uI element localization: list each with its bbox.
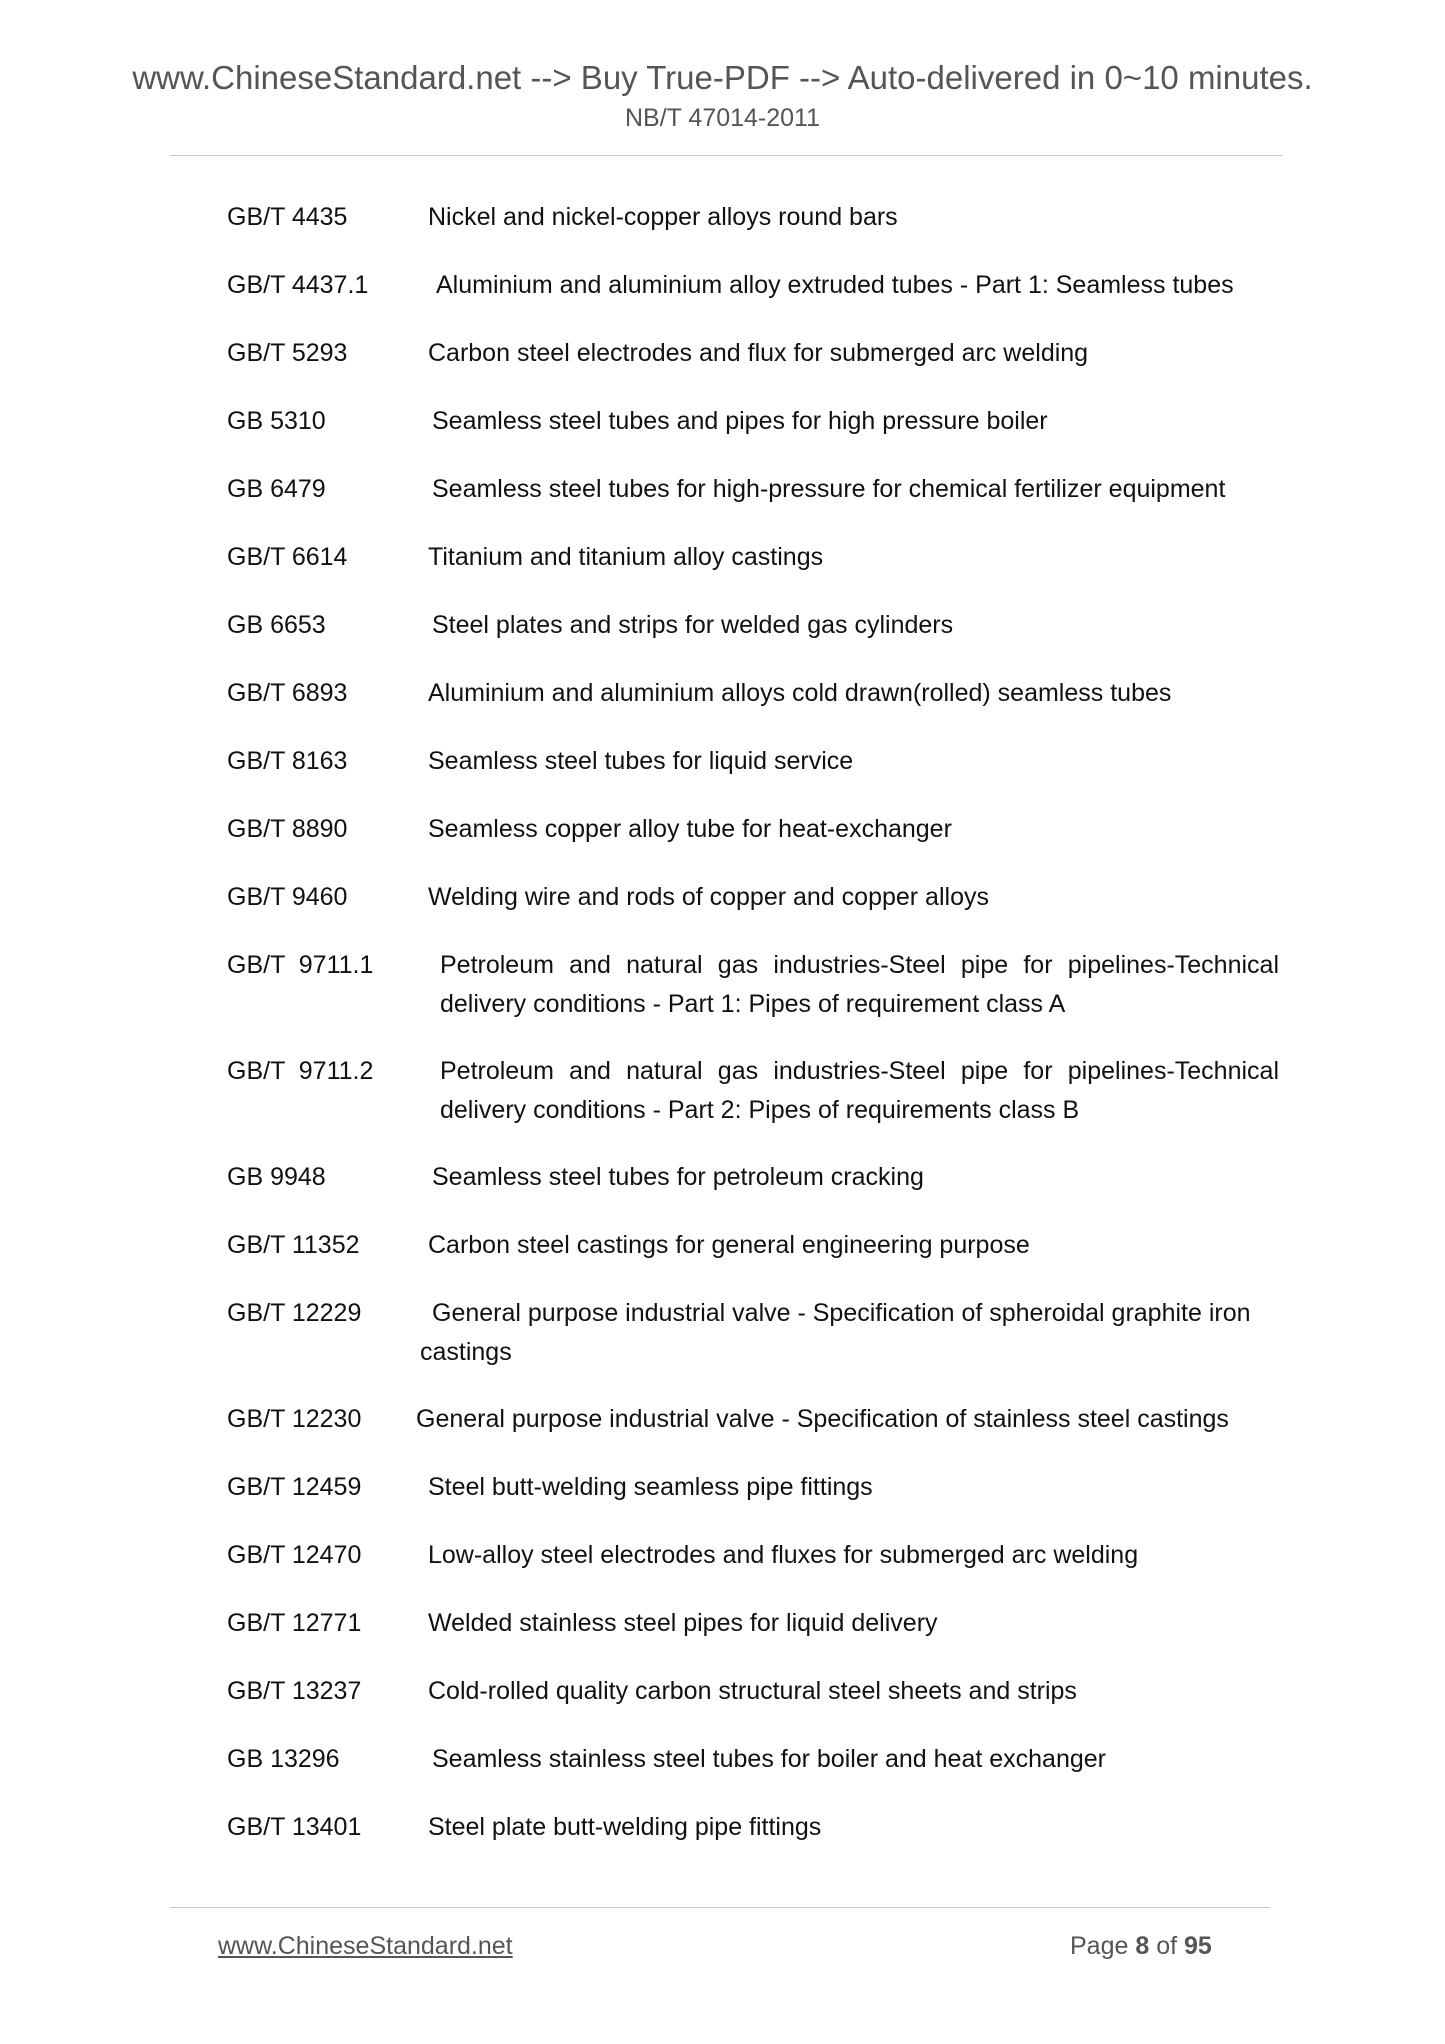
reference-row [0, 1294, 1445, 1400]
reference-code: GB/T 8163 [227, 747, 348, 775]
reference-code: GB/T 12230 [227, 1405, 362, 1433]
reference-code: GB/T 13237 [227, 1677, 362, 1705]
footer-divider [170, 1907, 1270, 1908]
page-of: of [1149, 1932, 1184, 1960]
reference-title: Low-alloy steel electrodes and fluxes for submerged arc welding [428, 1541, 1139, 1569]
reference-row [0, 470, 1445, 538]
reference-title: Carbon steel castings for general engineering purpose [428, 1231, 1030, 1259]
reference-title: Seamless steel tubes for liquid service [428, 747, 854, 775]
reference-row [0, 1158, 1445, 1226]
reference-row [0, 946, 1445, 1052]
reference-row [0, 1400, 1445, 1468]
reference-title: Carbon steel electrodes and flux for submerged arc welding [428, 339, 1089, 367]
reference-code: GB/T 9711.2 [227, 1057, 374, 1085]
reference-row [0, 878, 1445, 946]
reference-row [0, 742, 1445, 810]
reference-code: GB/T 9460 [227, 883, 348, 911]
reference-title: Steel plate butt-welding pipe fittings [428, 1813, 822, 1841]
reference-title: General purpose industrial valve - Specification of spheroidal graphite iron castings [420, 1299, 1251, 1366]
reference-title: Titanium and titanium alloy castings [428, 543, 824, 571]
reference-code: GB/T 13401 [227, 1813, 362, 1841]
reference-code: GB/T 12459 [227, 1473, 362, 1501]
reference-title: Steel plates and strips for welded gas cylinders [432, 611, 954, 639]
reference-code: GB/T 12470 [227, 1541, 362, 1569]
reference-row [0, 810, 1445, 878]
reference-title: General purpose industrial valve - Specification of stainless steel castings [416, 1405, 1229, 1433]
reference-title: Seamless steel tubes and pipes for high pressure boiler [432, 407, 1048, 435]
normative-references-list [0, 198, 1445, 1876]
standard-number: NB/T 47014-2011 [624, 104, 821, 132]
page-header [0, 58, 1445, 134]
reference-code: GB 5310 [227, 407, 326, 435]
reference-code: GB 13296 [227, 1745, 340, 1773]
reference-title: Aluminium and aluminium alloy extruded tubes - Part 1: Seamless tubes [436, 271, 1234, 299]
reference-row [0, 1604, 1445, 1672]
reference-code: GB/T 9711.1 [227, 951, 374, 979]
reference-title: Nickel and nickel-copper alloys round bars [428, 203, 898, 231]
reference-code: GB/T 4437.1 [227, 271, 369, 299]
reference-code: GB/T 12771 [227, 1609, 362, 1637]
page-footer [0, 1926, 1445, 1966]
reference-title: Seamless copper alloy tube for heat-exchanger [428, 815, 952, 843]
reference-row [0, 1808, 1445, 1876]
reference-title: Steel butt-welding seamless pipe fittings [428, 1473, 873, 1501]
reference-code: GB/T 6893 [227, 679, 348, 707]
header-banner: www.ChineseStandard.net --> Buy True-PDF --> Auto-delivered in 0~10 minutes. [132, 59, 1313, 96]
reference-code: GB/T 8890 [227, 815, 348, 843]
reference-row [0, 1226, 1445, 1294]
page-prefix: Page [1070, 1932, 1136, 1960]
reference-code: GB 9948 [227, 1163, 326, 1191]
reference-title: Seamless steel tubes for petroleum cracking [432, 1163, 924, 1191]
reference-code: GB 6479 [227, 475, 326, 503]
reference-code: GB/T 5293 [227, 339, 348, 367]
reference-row [0, 606, 1445, 674]
reference-row [0, 538, 1445, 606]
reference-title: Welded stainless steel pipes for liquid delivery [428, 1609, 938, 1637]
total-page-count: 95 [1184, 1932, 1212, 1960]
reference-title: Seamless stainless steel tubes for boiler and heat exchanger [432, 1745, 1106, 1773]
reference-title: Petroleum and natural gas industries-Steel pipe for pipelines-Technical delivery conditions - Part 1: Pipes of requirement class A [440, 951, 1279, 1018]
reference-row [0, 1740, 1445, 1808]
page-indicator [1070, 1926, 1212, 1966]
footer-site-link[interactable]: www.ChineseStandard.net [218, 1932, 513, 1960]
current-page-number: 8 [1135, 1932, 1150, 1960]
reference-row [0, 402, 1445, 470]
header-divider [170, 155, 1282, 156]
reference-row [0, 334, 1445, 402]
reference-row [0, 266, 1445, 334]
reference-row [0, 1672, 1445, 1740]
reference-title: Seamless steel tubes for high-pressure for chemical fertilizer equipment [432, 475, 1226, 503]
reference-code: GB 6653 [227, 611, 326, 639]
reference-row [0, 1052, 1445, 1158]
reference-row [0, 1536, 1445, 1604]
reference-row [0, 1468, 1445, 1536]
reference-title: Cold-rolled quality carbon structural steel sheets and strips [428, 1677, 1077, 1705]
reference-code: GB/T 4435 [227, 203, 348, 231]
reference-code: GB/T 12229 [227, 1299, 362, 1327]
reference-title: Petroleum and natural gas industries-Steel pipe for pipelines-Technical delivery conditions - Part 2: Pipes of requirements class B [440, 1057, 1279, 1124]
reference-row [0, 198, 1445, 266]
reference-title: Welding wire and rods of copper and copper alloys [428, 883, 989, 911]
reference-title: Aluminium and aluminium alloys cold drawn(rolled) seamless tubes [428, 679, 1172, 707]
reference-code: GB/T 11352 [227, 1231, 360, 1259]
reference-code: GB/T 6614 [227, 543, 348, 571]
reference-row [0, 674, 1445, 742]
